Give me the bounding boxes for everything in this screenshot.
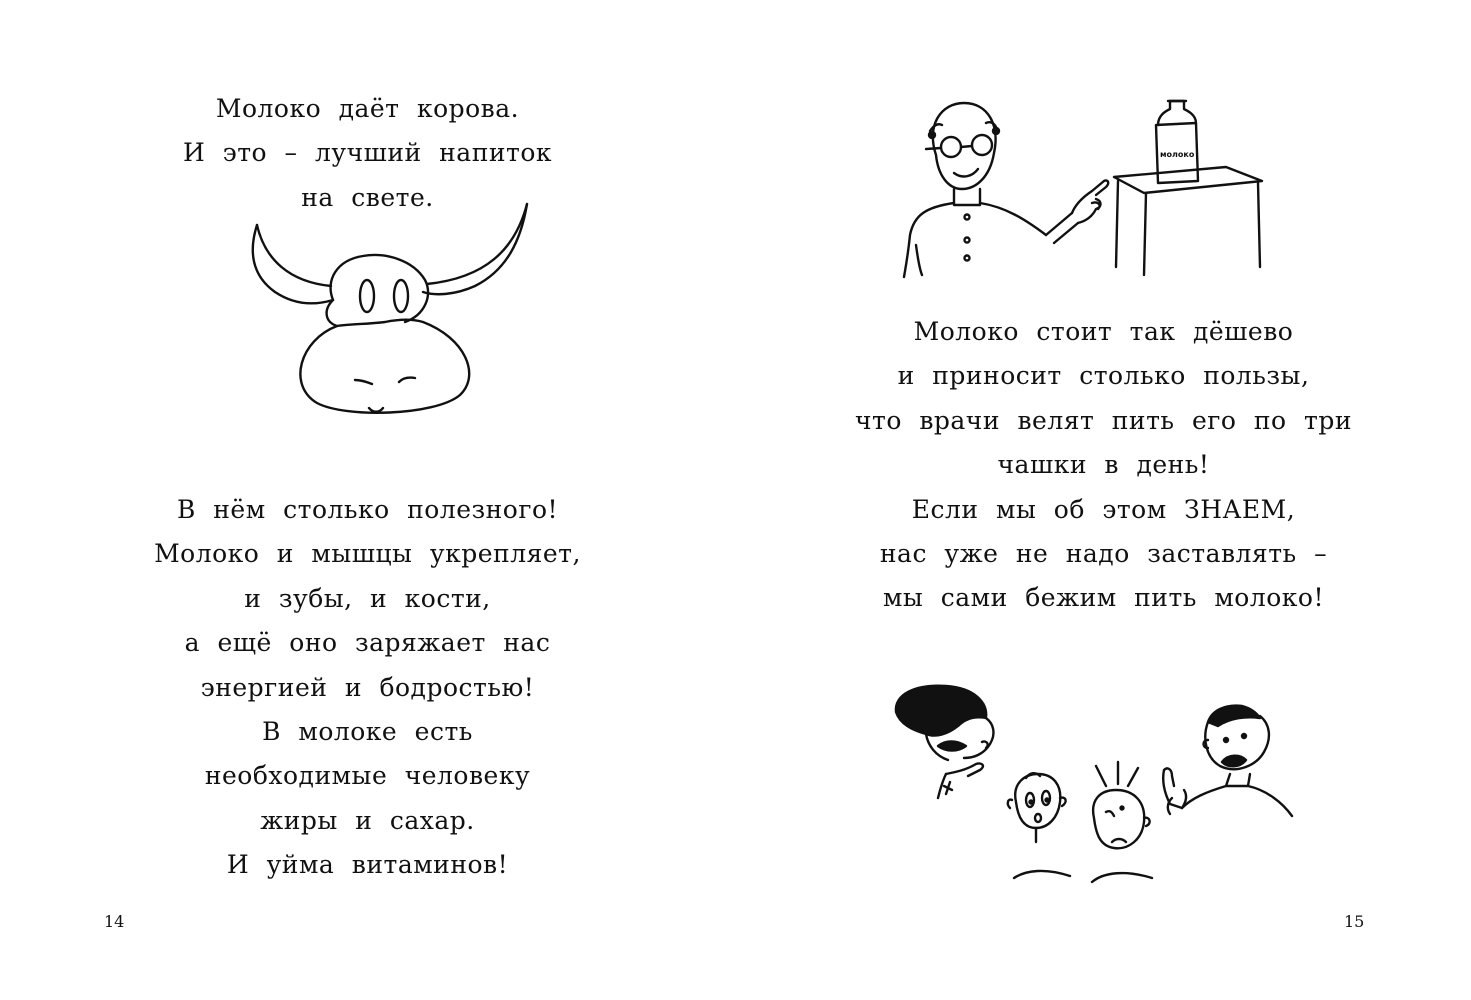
text-line: а ещё оно заряжает нас	[184, 628, 551, 658]
left-page	[0, 0, 735, 1000]
text-line: чашки в день!	[997, 450, 1210, 480]
text-line: нас уже не надо заставлять –	[879, 539, 1328, 569]
text-line: и зубы, и кости,	[244, 583, 491, 613]
text-line: Молоко и мышцы укрепляет,	[154, 539, 581, 569]
page-number-right: 15	[1344, 912, 1365, 931]
text-line: необходимые человеку	[204, 761, 531, 791]
right-page	[736, 0, 1471, 1000]
children-illustration	[886, 682, 1326, 892]
text-line: и приносит столько пользы,	[897, 361, 1310, 391]
text-line: В нём столько полезного!	[176, 495, 559, 524]
text-line: И это – лучший напиток	[182, 138, 553, 168]
text-line: энергией и бодростью!	[200, 672, 535, 702]
page-number-left: 14	[104, 912, 125, 931]
bottle-label: молоко	[1160, 150, 1195, 159]
text-line: что врачи велят пить его по три	[854, 405, 1353, 435]
text-line: Молоко даёт корова.	[215, 94, 520, 123]
text-line: И уйма витаминов!	[226, 850, 509, 880]
text-line: В молоке есть	[262, 717, 473, 747]
doctor-illustration	[896, 95, 1276, 285]
text-line: мы сами бежим пить молоко!	[882, 583, 1325, 613]
text-line: на свете.	[301, 182, 434, 212]
cow-head-illustration	[245, 200, 535, 420]
text-line: Если мы об этом ЗНАЕМ,	[911, 494, 1296, 524]
body-text	[736, 310, 1471, 621]
text-line: жиры и сахар.	[260, 805, 475, 835]
body-text	[0, 488, 735, 888]
text-line: Молоко стоит так дёшево	[913, 317, 1294, 346]
